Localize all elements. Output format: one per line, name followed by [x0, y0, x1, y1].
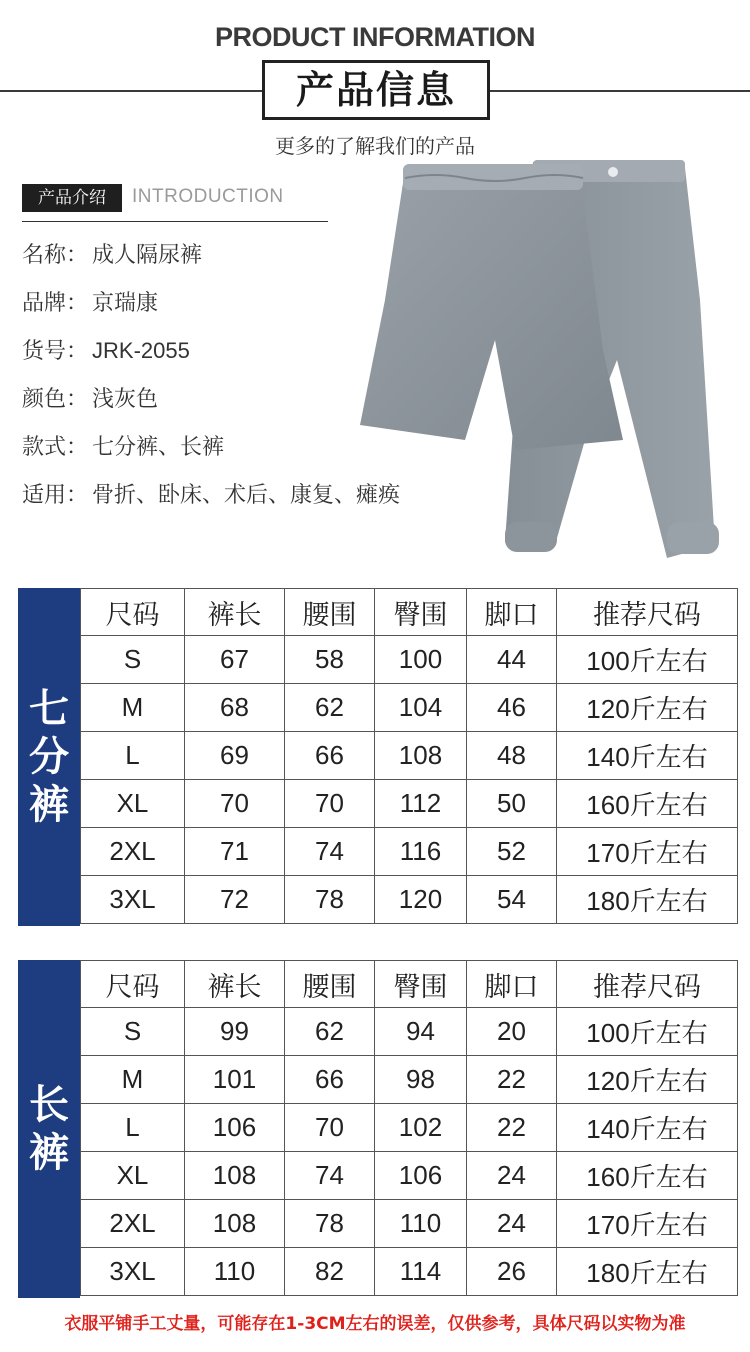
- table-cell: 108: [184, 1152, 284, 1199]
- table-cell: 108: [374, 732, 466, 779]
- table-cell: 78: [284, 1200, 374, 1247]
- table-row: [80, 636, 738, 684]
- table-cell: 160斤左右: [556, 780, 738, 827]
- table-cell: 108: [184, 1200, 284, 1247]
- table-cell: M: [80, 1056, 184, 1103]
- table-header-cell: 脚口: [466, 961, 556, 1007]
- info-key: 款式：: [22, 435, 89, 460]
- table-cell: 70: [184, 780, 284, 827]
- table-cell: 62: [284, 1008, 374, 1055]
- table-cell: 101: [184, 1056, 284, 1103]
- table-cell: 22: [466, 1104, 556, 1151]
- intro-tag: 产品介绍: [22, 184, 122, 212]
- table-row: [80, 1152, 738, 1200]
- info-value: 七分裤、长裤: [92, 435, 225, 460]
- table-cell: 106: [374, 1152, 466, 1199]
- table-cell: 69: [184, 732, 284, 779]
- info-value: JRK-2055: [92, 338, 190, 363]
- page-title-box: [262, 60, 490, 120]
- table-header-row: [80, 588, 738, 636]
- table-header-cell: 尺码: [80, 589, 184, 635]
- table-cell: S: [80, 1008, 184, 1055]
- size-table-grid: [80, 588, 738, 924]
- page-subtitle: 更多的了解我们的产品: [275, 134, 475, 158]
- side-label-char: 裤: [29, 1130, 69, 1176]
- table-cell: XL: [80, 780, 184, 827]
- table-cell: 62: [284, 684, 374, 731]
- table-cell: 102: [374, 1104, 466, 1151]
- table-cell: 170斤左右: [556, 828, 738, 875]
- table-cell: XL: [80, 1152, 184, 1199]
- info-key: 货号：: [22, 339, 89, 364]
- table-header-cell: 裤长: [184, 589, 284, 635]
- table-header-row: [80, 960, 738, 1008]
- table-row: [80, 828, 738, 876]
- table-row: [80, 732, 738, 780]
- table-header-cell: 腰围: [284, 589, 374, 635]
- table-cell: 26: [466, 1248, 556, 1295]
- table-cell: 120: [374, 876, 466, 923]
- table-cell: 100斤左右: [556, 1008, 738, 1055]
- table-cell: 100斤左右: [556, 636, 738, 683]
- table-side-label: [18, 588, 80, 926]
- table-cell: 120斤左右: [556, 1056, 738, 1103]
- table-cell: 120斤左右: [556, 684, 738, 731]
- table-cell: 110: [184, 1248, 284, 1295]
- table-cell: 170斤左右: [556, 1200, 738, 1247]
- table-cell: 104: [374, 684, 466, 731]
- table-cell: 180斤左右: [556, 1248, 738, 1295]
- table-cell: 106: [184, 1104, 284, 1151]
- side-label-char: 长: [29, 1082, 69, 1128]
- table-cell: 66: [284, 1056, 374, 1103]
- info-row-style: [22, 430, 224, 461]
- table-cell: 3XL: [80, 1248, 184, 1295]
- intro-tag-en: INTRODUCTION: [132, 186, 284, 207]
- table-cell: 68: [184, 684, 284, 731]
- table-row: [80, 1008, 738, 1056]
- size-table-cropped: [18, 588, 738, 926]
- info-value: 骨折、卧床、术后、康复、瘫痪: [92, 483, 401, 508]
- shorts-shape: [360, 170, 623, 450]
- measurement-note: 衣服平铺手工丈量，可能存在1-3CM左右的误差，仅供参考，具体尺码以实物为准: [64, 1314, 686, 1334]
- table-cell: 94: [374, 1008, 466, 1055]
- table-header-cell: 推荐尺码: [556, 961, 738, 1007]
- table-cell: 70: [284, 780, 374, 827]
- table-cell: 22: [466, 1056, 556, 1103]
- table-cell: L: [80, 1104, 184, 1151]
- table-cell: 74: [284, 1152, 374, 1199]
- table-row: [80, 780, 738, 828]
- table-cell: 67: [184, 636, 284, 683]
- table-row: [80, 876, 738, 924]
- side-label-char: 裤: [29, 782, 69, 828]
- side-label-char: 七: [29, 686, 69, 732]
- product-pants-image: [355, 150, 735, 570]
- info-row-color: [22, 382, 158, 413]
- table-cell: 140斤左右: [556, 732, 738, 779]
- table-cell: 50: [466, 780, 556, 827]
- table-row: [80, 1104, 738, 1152]
- table-cell: 78: [284, 876, 374, 923]
- header-line-left: [0, 90, 262, 92]
- table-header-cell: 臀围: [374, 589, 466, 635]
- table-cell: 66: [284, 732, 374, 779]
- table-cell: 24: [466, 1200, 556, 1247]
- table-cell: 70: [284, 1104, 374, 1151]
- table-header-cell: 裤长: [184, 961, 284, 1007]
- table-header-cell: 推荐尺码: [556, 589, 738, 635]
- info-key: 适用：: [22, 483, 89, 508]
- table-header-cell: 臀围: [374, 961, 466, 1007]
- info-value: 浅灰色: [92, 387, 159, 412]
- info-key: 品牌：: [22, 291, 89, 316]
- side-label-char: 分: [29, 734, 69, 780]
- table-cell: 99: [184, 1008, 284, 1055]
- info-value: 成人隔尿裤: [92, 243, 203, 268]
- table-row: [80, 1056, 738, 1104]
- table-row: [80, 1248, 738, 1296]
- table-header-cell: 脚口: [466, 589, 556, 635]
- table-cell: 74: [284, 828, 374, 875]
- info-row-sku: [22, 334, 190, 365]
- info-key: 颜色：: [22, 387, 89, 412]
- table-cell: 58: [284, 636, 374, 683]
- table-cell: 24: [466, 1152, 556, 1199]
- table-row: [80, 684, 738, 732]
- table-header-cell: 腰围: [284, 961, 374, 1007]
- page-title: 产品信息: [295, 68, 456, 112]
- table-cell: L: [80, 732, 184, 779]
- table-cell: 100: [374, 636, 466, 683]
- table-row: [80, 1200, 738, 1248]
- table-cell: 72: [184, 876, 284, 923]
- header-line-right: [490, 90, 750, 92]
- intro-divider: [22, 221, 328, 222]
- table-cell: 2XL: [80, 828, 184, 875]
- size-table-grid: [80, 960, 738, 1296]
- table-cell: 160斤左右: [556, 1152, 738, 1199]
- table-cell: 180斤左右: [556, 876, 738, 923]
- info-value: 京瑞康: [92, 291, 159, 316]
- table-cell: 3XL: [80, 876, 184, 923]
- info-row-brand: [22, 286, 158, 317]
- table-header-cell: 尺码: [80, 961, 184, 1007]
- table-cell: 114: [374, 1248, 466, 1295]
- table-cell: 54: [466, 876, 556, 923]
- table-side-label: [18, 960, 80, 1298]
- table-cell: 82: [284, 1248, 374, 1295]
- table-cell: 2XL: [80, 1200, 184, 1247]
- size-table-long: [18, 960, 738, 1298]
- table-cell: M: [80, 684, 184, 731]
- info-row-usage: [22, 478, 400, 509]
- info-row-name: [22, 238, 202, 269]
- table-cell: 52: [466, 828, 556, 875]
- table-cell: 116: [374, 828, 466, 875]
- table-cell: 48: [466, 732, 556, 779]
- table-cell: 140斤左右: [556, 1104, 738, 1151]
- table-cell: 98: [374, 1056, 466, 1103]
- page-title-en: PRODUCT INFORMATION: [215, 22, 535, 52]
- info-key: 名称：: [22, 243, 89, 268]
- table-cell: 110: [374, 1200, 466, 1247]
- table-cell: 71: [184, 828, 284, 875]
- table-cell: 20: [466, 1008, 556, 1055]
- table-cell: 46: [466, 684, 556, 731]
- table-cell: 44: [466, 636, 556, 683]
- table-cell: 112: [374, 780, 466, 827]
- table-cell: S: [80, 636, 184, 683]
